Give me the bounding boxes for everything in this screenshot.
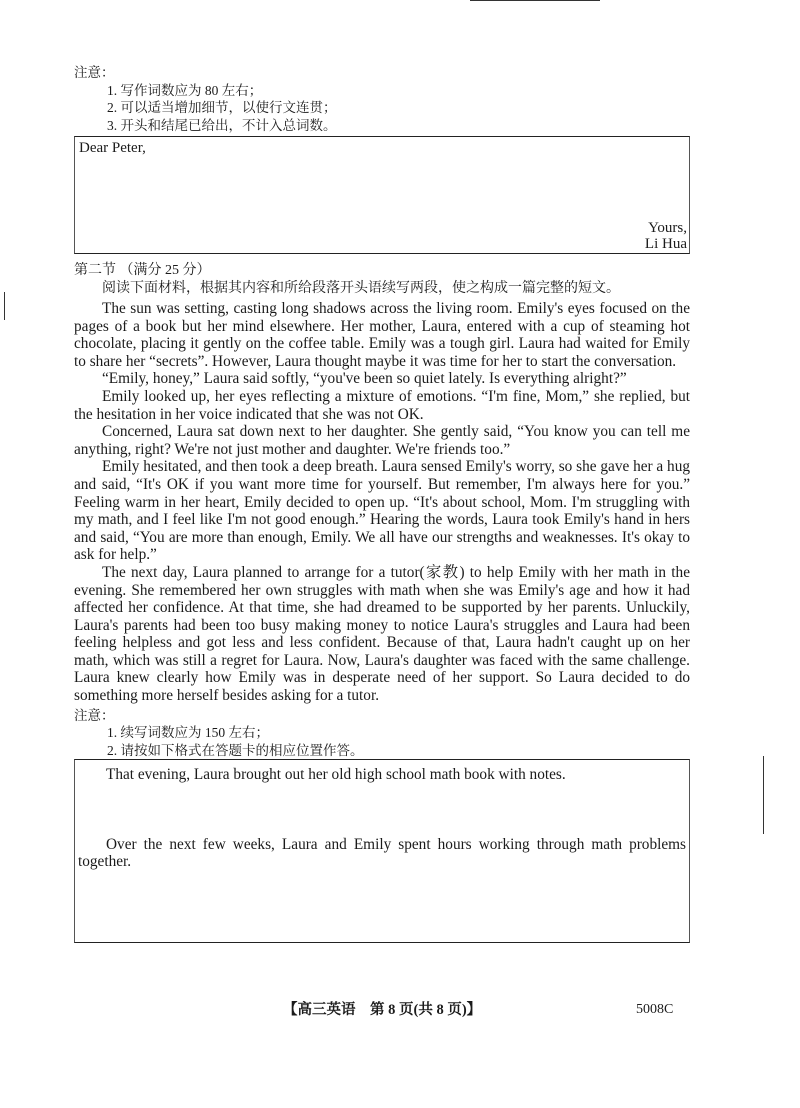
- notes-title: 注意：: [74, 65, 115, 80]
- continuation-answer-box: [74, 759, 690, 943]
- letter-salutation: Dear Peter,: [79, 140, 146, 156]
- passage-paragraph: Emily hesitated, and then took a deep breath. Laura sensed Emily's worry, so she gave her a hug and said, “It's OK if you want more time for yourself. But remember, I'm always here for you.” Feeling warm in her heart, Emily decided to open up. “It's about school, Mom. I'm struggling with my math, and I feel like I'm not good enough.” Hearing the words, Laura took Emily's hand in hers and said, “You are more than enough, Emily. We all have our strengths and weaknesses. It's okay to ask for help.”: [74, 458, 690, 564]
- letter-answer-box: [74, 136, 690, 254]
- note-item: 1. 续写词数应为 150 左右；: [107, 725, 269, 741]
- passage-paragraph: Concerned, Laura sat down next to her daughter. She gently said, “You know you can tell me anything, right? We're not just mother and daughter. We're friends too.”: [74, 423, 690, 458]
- passage-paragraph: The sun was setting, casting long shadows across the living room. Emily's eyes focused on the pages of a book but her mind elsewhere. Her mother, Laura, entered with a cup of steaming hot chocolate, placing it gently on the coffee table. Emily was a tough girl. Laura had waited for Emily to share her “secrets”. However, Laura thought maybe it was time for her to start the conversation.: [74, 300, 690, 370]
- note-item: 3. 开头和结尾已给出，不计入总词数。: [107, 117, 337, 133]
- writing-notes: [74, 64, 690, 134]
- page-footer-label: 【高三英语 第 8 页(共 8 页)】: [283, 1002, 482, 1018]
- paragraph-opening-1: That evening, Laura brought out her old high school math book with notes.: [106, 766, 566, 784]
- passage-paragraph: Emily looked up, her eyes reflecting a mixture of emotions. “I'm fine, Mom,” she replied, but the hesitation in her voice indicated that she was not OK.: [74, 387, 690, 423]
- note-item: 2. 请按如下格式在答题卡的相应位置作答。: [107, 742, 364, 758]
- paragraph-opening-2: Over the next few weeks, Laura and Emily spent hours working through math problems together.: [78, 835, 686, 871]
- letter-signature: Li Hua: [644, 236, 687, 252]
- passage-paragraph: The next day, Laura planned to arrange for a tutor(家教) to help Emily with her math in the evening. She remembered her own struggles with math when she was Emily's age and how it had affected her confidence. At that time, she had dreamed to be supported by her parents. Unluckily, Laura's parents had been too busy making money to notice Laura's struggles and Laura had been feeling helpless and got less and less confident. Because of that, Laura hadn't caught up on her math, which was still a regret for Laura. Now, Laura's daughter was faced with the same challenge. Laura knew clearly how Emily was in desperate need of her support. So Laura decided to do something more herself besides asking for a tutor.: [74, 563, 690, 705]
- passage-paragraph: “Emily, honey,” Laura said softly, “you've been so quiet lately. Is everything alright?”: [102, 370, 627, 388]
- content-column: [74, 64, 690, 943]
- note-item: 1. 写作词数应为 80 左右；: [107, 82, 263, 98]
- reading-passage: [74, 300, 690, 705]
- continuation-notes: [74, 707, 690, 760]
- notes-title: 注意：: [74, 707, 115, 723]
- paper-code: 5008C: [636, 1002, 674, 1017]
- section-title: 第二节 （满分 25 分）: [74, 263, 211, 278]
- scan-mark-right: [763, 756, 764, 834]
- note-item: 2. 可以适当增加细节，以使行文连贯；: [107, 100, 337, 115]
- scan-mark-top: [470, 0, 600, 1]
- scan-mark-left: [4, 292, 5, 320]
- letter-closing: Yours,: [648, 220, 687, 236]
- section-instruction: 阅读下面材料，根据其内容和所给段落开头语续写两段，使之构成一篇完整的短文。: [102, 281, 620, 296]
